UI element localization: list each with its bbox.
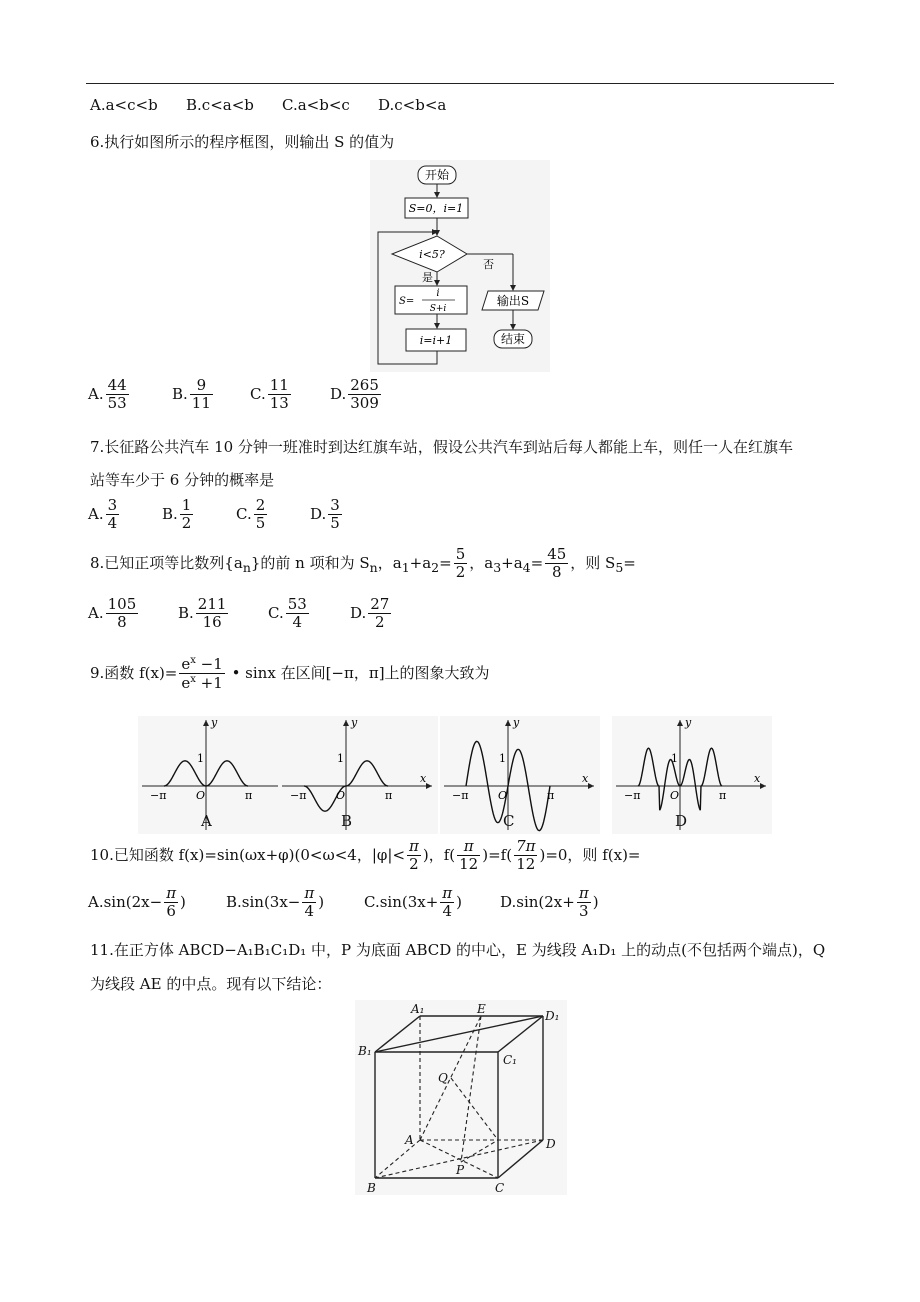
axis-origin-label: O <box>670 789 680 802</box>
q10-f1-den: 2 <box>409 855 419 874</box>
label-c1: C₁ <box>503 1053 517 1067</box>
q8-f1-num: 5 <box>455 545 466 563</box>
q8-d-num: 27 <box>370 595 390 613</box>
flow-start-text: 开始 <box>424 168 450 182</box>
q10-c-num: π <box>442 884 453 902</box>
q5-option-a: A.a<c<b <box>90 96 158 114</box>
label-d: D <box>546 1137 556 1151</box>
q8-stem <box>90 546 636 582</box>
axis-neg-pi-label: −π <box>452 789 469 802</box>
flow-decision-text: i<5? <box>419 248 445 261</box>
q10-d-num: π <box>578 884 589 902</box>
axis-y-label: y <box>685 716 692 729</box>
q7-d-label: D. <box>310 504 327 523</box>
q8-option-b <box>178 596 230 632</box>
q10-p1: 10.已知函数 f(x)=sin(ωx+φ)(0<ω<4，|φ|< <box>90 845 406 864</box>
q7-b-label: B. <box>162 504 178 523</box>
axis-origin-label: O <box>336 789 346 802</box>
q10-stem <box>90 838 641 874</box>
q7-d-den: 5 <box>330 514 340 533</box>
q6-option-b <box>172 377 215 413</box>
q10-option-a <box>88 885 186 921</box>
q9-p1: 9.函数 f(x)= <box>90 663 178 682</box>
q9-num-rest: −1 <box>195 655 223 673</box>
q6-option-d <box>330 377 383 413</box>
flow-assign-lhs: S= <box>399 296 415 307</box>
flow-incr-text: i=i+1 <box>419 334 453 347</box>
q7-option-b <box>162 497 195 533</box>
q9-den-rest: +1 <box>195 674 223 693</box>
q7-b-num: 1 <box>181 496 192 514</box>
q9-graph-caption-c: C <box>503 812 515 830</box>
q8-a-den: 8 <box>117 613 127 632</box>
label-a: A <box>405 1133 414 1147</box>
q6-d-den: 309 <box>350 394 379 413</box>
axis-pi-label: π <box>547 789 555 802</box>
q8-p4b: +a <box>501 553 523 572</box>
q8-d-label: D. <box>350 603 367 622</box>
axis-neg-pi-label: −π <box>150 789 167 802</box>
q9-den-sup: x <box>190 674 196 686</box>
q9-graph-caption-d: D <box>675 812 688 830</box>
q11-line-2: 为线段 AE 的中点。现有以下结论： <box>90 975 332 993</box>
q8-f2-num: 45 <box>547 545 567 563</box>
q10-a-pre: A.sin(2x− <box>88 892 163 911</box>
flow-output-text: 输出S <box>496 294 530 308</box>
axis-origin-label: O <box>498 789 508 802</box>
q10-d-post: ) <box>592 892 599 911</box>
q10-f3-den: 12 <box>516 855 536 874</box>
q8-eq2: = <box>530 553 544 572</box>
label-c: C <box>495 1181 505 1195</box>
q8-sub-n2: n <box>369 559 378 575</box>
q10-p3: )=f( <box>482 845 513 864</box>
label-e: E <box>477 1002 486 1016</box>
q8-sub-n: n <box>242 559 251 575</box>
q6-a-num: 44 <box>107 376 127 394</box>
q7-c-den: 5 <box>255 514 266 533</box>
q6-stem: 6.执行如图所示的程序框图，则输出 S 的值为 <box>90 133 395 151</box>
q10-a-den: 6 <box>166 902 176 921</box>
label-q: Q <box>438 1071 448 1085</box>
axis-neg-pi-label: −π <box>290 789 307 802</box>
q10-option-c <box>364 885 462 921</box>
label-a1: A₁ <box>411 1002 425 1016</box>
q10-c-pre: C.sin(3x+ <box>364 892 439 911</box>
q10-f3-num: 7π <box>516 837 536 855</box>
axis-x-label: x <box>582 772 589 785</box>
q7-d-num: 3 <box>330 496 340 514</box>
q10-f2-den: 12 <box>459 855 479 874</box>
q8-p1: 8.已知正项等比数列{a <box>90 553 243 572</box>
axis-pi-label: π <box>245 789 253 802</box>
q8-p5: ，a <box>469 553 494 572</box>
q10-d-den: 3 <box>579 902 589 921</box>
q6-c-num: 11 <box>269 376 289 394</box>
q6-d-label: D. <box>330 384 347 403</box>
q7-c-num: 2 <box>255 496 266 514</box>
q11-line-1: 11.在正方体 ABCD−A₁B₁C₁D₁ 中，P 为底面 ABCD 的中心，E 为线段 A₁D₁ 上的动点(不包括两个端点)，Q <box>90 941 826 959</box>
q9-graph-c <box>440 716 600 834</box>
q8-p2: }的前 n 项和为 S <box>250 553 370 572</box>
q8-c-label: C. <box>268 603 284 622</box>
q8-sub1: 1 <box>401 559 410 575</box>
q10-a-post: ) <box>180 892 186 911</box>
q8-p3: ，a <box>377 553 402 572</box>
q9-p2: • sinx 在区间[−π，π]上的图象大致为 <box>226 663 490 682</box>
q10-c-den: 4 <box>442 902 452 921</box>
axis-one-label: 1 <box>499 752 506 765</box>
q10-d-pre: D.sin(2x+ <box>500 892 575 911</box>
q5-option-b: B.c<a<b <box>186 96 254 114</box>
q7-b-den: 2 <box>181 514 192 533</box>
q8-sub2: 2 <box>431 559 440 575</box>
q9-num-sup: x <box>190 655 196 666</box>
q6-flowchart <box>370 160 550 372</box>
flow-no-text: 否 <box>483 258 494 271</box>
q10-b-num: π <box>304 884 315 902</box>
q8-option-d <box>350 596 393 632</box>
q7-line-1: 7.长征路公共汽车 10 分钟一班准时到达红旗车站，假设公共汽车到站后每人都能上车，则任一人在红旗车 <box>90 438 793 456</box>
axis-y-label: y <box>513 716 520 729</box>
q7-a-den: 4 <box>107 514 118 533</box>
flow-end-text: 结束 <box>500 332 526 346</box>
axis-x-label: x <box>754 772 761 785</box>
q8-p4: +a <box>409 553 432 572</box>
q7-line-2: 站等车少于 6 分钟的概率是 <box>90 471 275 489</box>
label-b1: B₁ <box>358 1044 372 1058</box>
flow-init-text: S=0，i=1 <box>408 202 464 215</box>
q6-c-den: 13 <box>269 394 289 413</box>
q10-b-den: 4 <box>304 902 315 921</box>
axis-one-label: 1 <box>671 752 678 765</box>
q6-c-label: C. <box>250 384 266 403</box>
q8-d-den: 2 <box>375 613 385 632</box>
q10-f1-num: π <box>409 837 419 855</box>
q10-f2-num: π <box>457 838 480 856</box>
axis-neg-pi-label: −π <box>624 789 641 802</box>
q10-b-post: ) <box>318 892 325 911</box>
q9-graph-d <box>612 716 772 834</box>
flow-assign-den: S+i <box>429 304 447 314</box>
axis-origin-label: O <box>196 789 206 802</box>
q6-d-num: 265 <box>350 376 379 394</box>
q8-b-den: 16 <box>202 613 222 632</box>
header-rule <box>86 83 834 84</box>
flow-yes-text: 是 <box>422 271 433 284</box>
q9-graph-caption-a: A <box>201 812 212 830</box>
q9-graph-caption-b: B <box>341 812 353 830</box>
q6-a-label: A. <box>88 384 104 403</box>
q7-c-label: C. <box>236 504 252 523</box>
q10-c-post: ) <box>456 892 463 911</box>
q7-option-a <box>88 497 121 533</box>
q5-option-d: D.c<b<a <box>378 96 447 114</box>
q9-graph-b <box>278 716 438 834</box>
q6-b-den: 11 <box>191 394 211 413</box>
axis-pi-label: π <box>385 789 393 802</box>
q8-eq1: = <box>439 553 452 572</box>
label-d1: D₁ <box>545 1009 560 1023</box>
q5-option-c: C.a<b<c <box>282 96 350 114</box>
q9-num <box>179 655 224 674</box>
q8-c-den: 4 <box>292 613 303 632</box>
q8-a-num: 105 <box>107 595 137 613</box>
q8-option-c <box>268 596 311 632</box>
q9-stem <box>90 655 490 693</box>
q8-p6: ，则 S <box>570 553 616 572</box>
axis-y-label: y <box>351 716 358 729</box>
q8-f1-den: 2 <box>455 563 466 582</box>
q8-b-num: 211 <box>197 595 227 613</box>
q6-b-label: B. <box>172 384 188 403</box>
q7-option-d <box>310 497 344 533</box>
q9-graph-a <box>138 716 298 834</box>
q10-p4: )=0，则 f(x)= <box>539 845 641 864</box>
q8-p7: = <box>623 553 636 572</box>
q8-sub4: 4 <box>522 559 531 575</box>
q8-c-num: 53 <box>287 595 307 613</box>
label-b: B <box>367 1181 376 1195</box>
q11-cube-figure <box>355 1000 567 1195</box>
q6-b-num: 9 <box>190 377 213 395</box>
q8-b-label: B. <box>178 603 194 622</box>
q10-b-pre: B.sin(3x− <box>226 892 301 911</box>
q8-option-a <box>88 596 140 632</box>
q8-sub3: 3 <box>493 559 502 575</box>
q7-a-label: A. <box>88 504 104 523</box>
axis-x-label: x <box>420 772 427 785</box>
q10-option-b <box>226 885 324 921</box>
q6-option-c <box>250 377 293 413</box>
q9-num-e: e <box>181 655 191 673</box>
q7-a-num: 3 <box>107 496 118 514</box>
q6-option-a <box>88 377 131 413</box>
q10-p2: )，f( <box>422 845 456 864</box>
axis-one-label: 1 <box>337 752 344 765</box>
axis-one-label: 1 <box>197 752 204 765</box>
axis-pi-label: π <box>719 789 727 802</box>
label-p: P <box>456 1163 465 1177</box>
flow-assign-num: i <box>436 288 440 299</box>
q8-sub5: 5 <box>615 559 624 575</box>
q9-den <box>179 674 224 692</box>
axis-y-label: y <box>211 716 218 729</box>
q7-option-c <box>236 497 269 533</box>
q6-a-den: 53 <box>107 394 127 413</box>
q9-den-e: e <box>181 674 191 693</box>
q8-a-label: A. <box>88 603 104 622</box>
q10-a-num: π <box>166 884 177 902</box>
q8-f2-den: 8 <box>551 563 562 582</box>
q10-option-d <box>500 885 599 921</box>
